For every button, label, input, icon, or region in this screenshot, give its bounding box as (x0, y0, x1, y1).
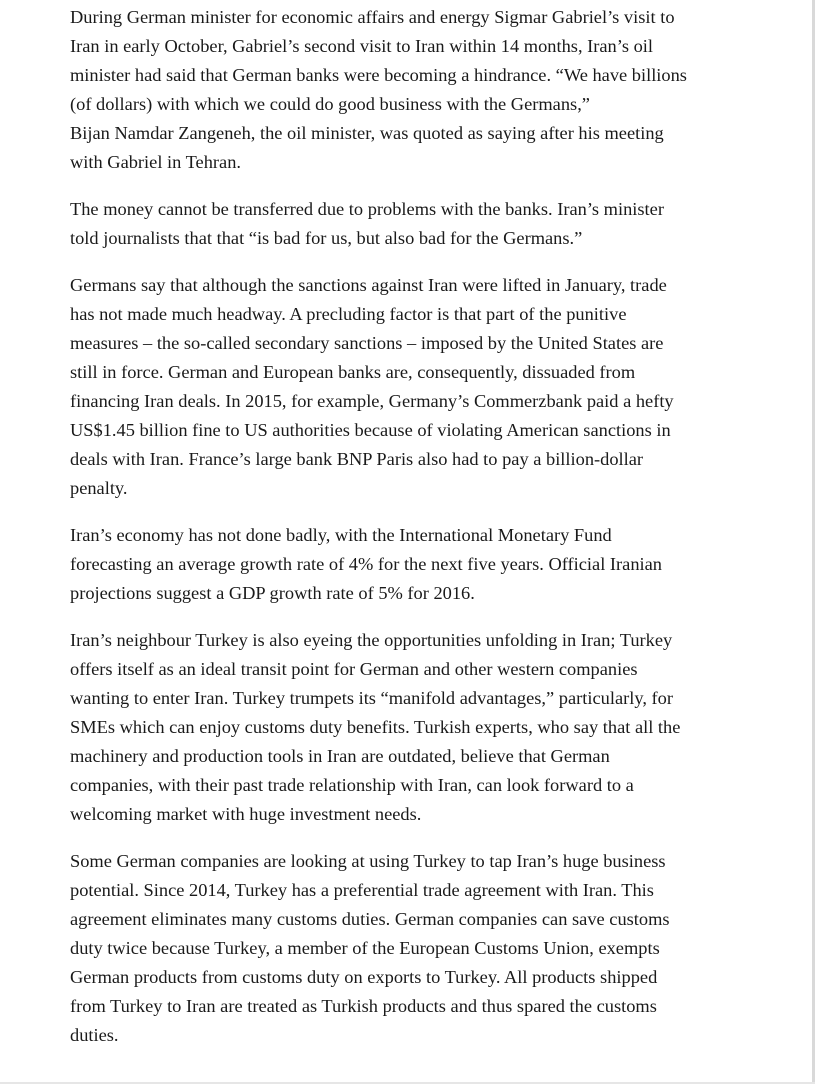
paragraph-line: projections suggest a GDP growth rate of 5% for 2016. (70, 583, 475, 603)
article-paragraph-2 (70, 195, 730, 253)
paragraph-line: with Gabriel in Tehran. (70, 152, 241, 172)
paragraph-line: Iran’s economy has not done badly, with the International Monetary Fund (70, 525, 612, 545)
paragraph-line: (of dollars) with which we could do good business with the Germans,” (70, 94, 590, 114)
paragraph-line: wanting to enter Iran. Turkey trumpets its “manifold advantages,” particularly, for (70, 688, 673, 708)
paragraph-line: Iran’s neighbour Turkey is also eyeing the opportunities unfolding in Iran; Turkey (70, 630, 673, 650)
paragraph-line: welcoming market with huge investment needs. (70, 804, 422, 824)
paragraph-line: duties. (70, 1025, 119, 1045)
paragraph-line: During German minister for economic affairs and energy Sigmar Gabriel’s visit to (70, 7, 675, 27)
paragraph-line: machinery and production tools in Iran are outdated, believe that German (70, 746, 610, 766)
paragraph-line: Germans say that although the sanctions against Iran were lifted in January, trade (70, 275, 667, 295)
paragraph-line: forecasting an average growth rate of 4% for the next five years. Official Iranian (70, 554, 662, 574)
paragraph-line: Bijan Namdar Zangeneh, the oil minister, was quoted as saying after his meeting (70, 123, 664, 143)
article-paragraph-4 (70, 521, 730, 608)
paragraph-line: measures – the so-called secondary sanctions – imposed by the United States are (70, 333, 664, 353)
paragraph-line: potential. Since 2014, Turkey has a preferential trade agreement with Iran. This (70, 880, 654, 900)
paragraph-line: The money cannot be transferred due to problems with the banks. Iran’s minister (70, 199, 664, 219)
paragraph-line: agreement eliminates many customs duties. German companies can save customs (70, 909, 670, 929)
paragraph-line: Some German companies are looking at using Turkey to tap Iran’s huge business (70, 851, 666, 871)
paragraph-line: from Turkey to Iran are treated as Turkish products and thus spared the customs (70, 996, 657, 1016)
paragraph-line: penalty. (70, 478, 128, 498)
paragraph-line: still in force. German and European banks are, consequently, dissuaded from (70, 362, 636, 382)
paragraph-line: has not made much headway. A precluding factor is that part of the punitive (70, 304, 627, 324)
paragraph-line: Iran in early October, Gabriel’s second visit to Iran within 14 months, Iran’s oil (70, 36, 654, 56)
paragraph-line: SMEs which can enjoy customs duty benefits. Turkish experts, who say that all the (70, 717, 681, 737)
paragraph-line: US$1.45 billion fine to US authorities because of violating American sanctions in (70, 420, 671, 440)
paragraph-line: companies, with their past trade relationship with Iran, can look forward to a (70, 775, 634, 795)
article-paragraph-3 (70, 271, 730, 503)
paragraph-line: minister had said that German banks were becoming a hindrance. “We have billions (70, 65, 687, 85)
paragraph-line: deals with Iran. France’s large bank BNP Paris also had to pay a billion-dollar (70, 449, 644, 469)
article-body (70, 3, 730, 1068)
article-paragraph-5 (70, 626, 730, 829)
paragraph-line: financing Iran deals. In 2015, for example, Germany’s Commerzbank paid a hefty (70, 391, 674, 411)
paragraph-line: duty twice because Turkey, a member of the European Customs Union, exempts (70, 938, 660, 958)
article-paragraph-6 (70, 847, 730, 1050)
paragraph-line: German products from customs duty on exports to Turkey. All products shipped (70, 967, 658, 987)
paragraph-line: told journalists that that “is bad for us, but also bad for the Germans.” (70, 228, 583, 248)
article-paragraph-1 (70, 3, 730, 177)
paragraph-line: offers itself as an ideal transit point for German and other western companies (70, 659, 638, 679)
